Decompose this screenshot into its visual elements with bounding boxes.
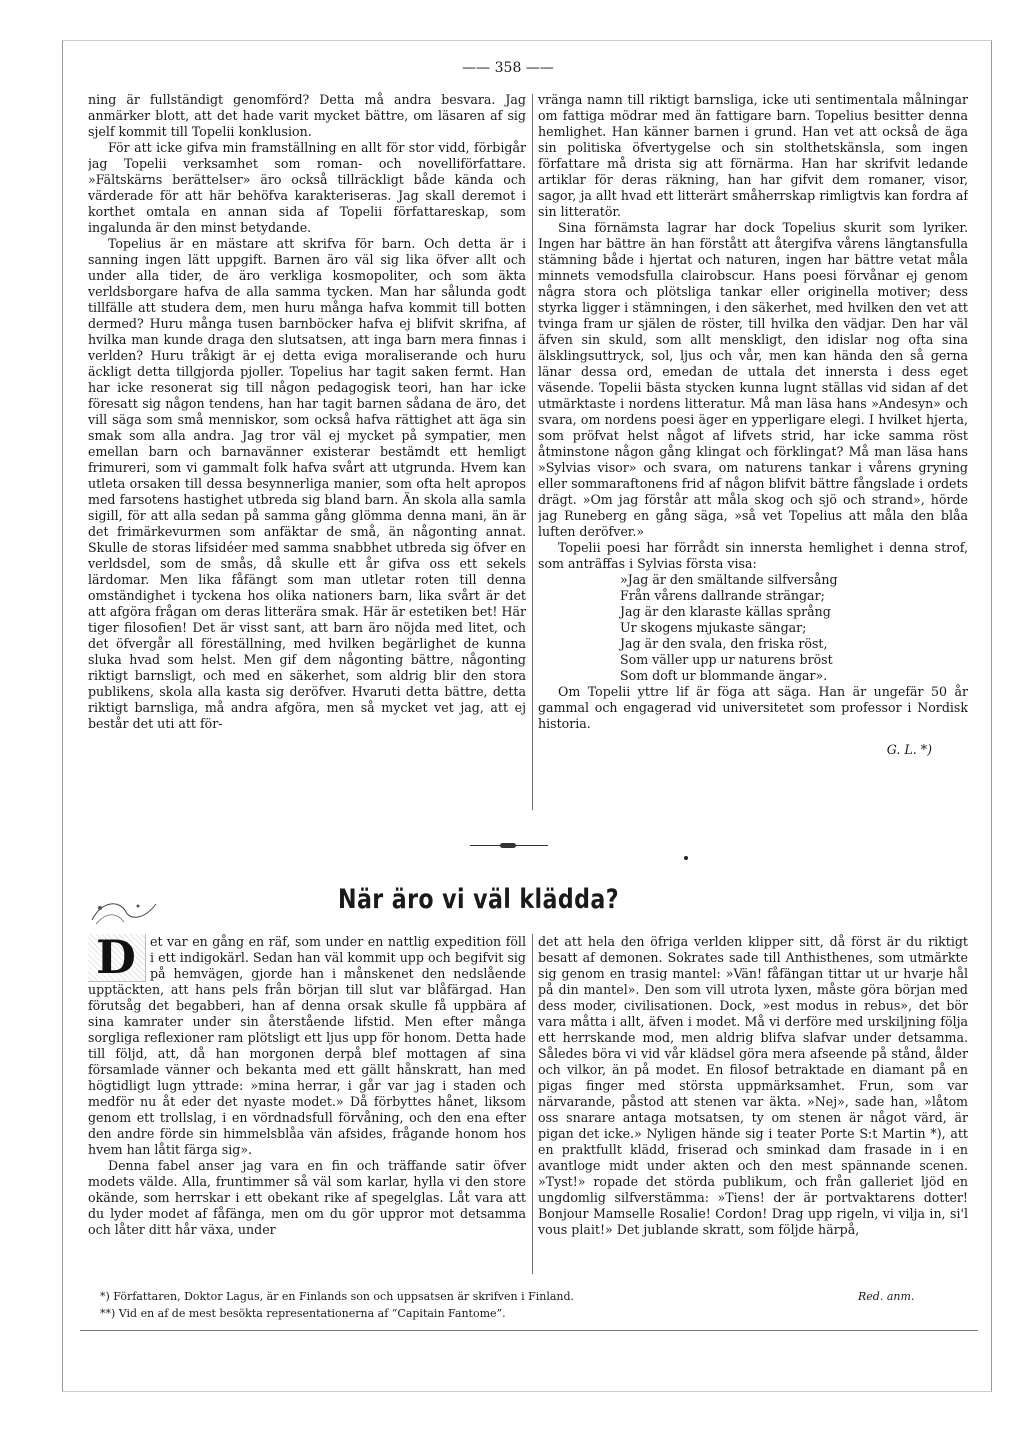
poem [620,572,968,684]
column-divider [532,934,533,1274]
article2-right-column [538,934,968,1276]
paragraph: det att hela den öfriga verlden klipper sitt, då först är du riktigt besatt af demonen. Sokrates sade till Anthisthenes, som utmärkte sig genom en trasig mantel: »Vän! fåfängan tittar ut ur hvarje hål på din mantel». Den som vill utrota lyxen, måste göra början med dess moder, civilisationen. Dock, »est modus in rebus», det bör vara måtta i allt, äfven i modet. Må vi derföre med urskiljning följa ett herrskande mod, men aldrig blifva slafvar under detsamma. Således böra vi vid vår klädsel göra mera afseende på stånd, ålder och vilkor, än på modet. En filosof betraktade en diamant på en pigas finger med största uppmärksamhet. Frun, som var närvarande, påstod att stenen var äkta. »Nej», sade han, »låtom oss snarare antaga motsatsen, ty om stenen är något värd, är pigan det icke.» Nyligen hände sig i teater Porte S:t Martin *), att en praktfullt klädd, friserad och sminkad dam frasade in i en avantloge midt under akten och den mest spännande scenen. »Tyst!» ropade det störda publikum, och från galleriet ljöd en ungdomlig silfverstämma: »Tiens! der är portvaktarens dotter! Bonjour Mamselle Rosalie! Cordon! Drag upp rigeln, vi vilja in, si'l vous plait!» Det jublande skratt, som följde härpå, [538,934,968,1237]
editor-note: Red. anm. [858,1290,915,1303]
poem-line: Som doft ur blommande ängar». [620,668,828,683]
paragraph: vränga namn till riktigt barnsliga, icke uti sentimentala målningar om fattiga mödrar med än fattigare barn. Topelius besitter denna hemlighet. Han känner barnen i grund. Han vet att också de äga sin politiska öfvertygelse och sin stolthetskänsla, som ingen författare må drista sig att förnärma. Han har skrifvit ledande artiklar för deras räkning, han har gifvit dem romaner, visor, sagor, ja allt hvad ett litterärt småherrskap rimligtvis kan fordra af sin litteratör. [538,92,968,219]
decorative-flourish [90,896,160,926]
page-number: —— 358 —— [462,60,554,76]
article1-left-column [88,92,526,820]
column-divider [532,94,533,810]
article2-left-column [88,934,526,1276]
footnote-text: **) Vid en af de mest besökta representationerna af “Capitain Fantome”. [100,1307,506,1320]
article1-right-column [538,92,968,820]
article-title: När äro vi väl klädda? [338,884,620,915]
poem-line: Jag är den svala, den friska röst, [620,636,828,651]
ink-dot [684,856,688,860]
poem-line: Som väller upp ur naturens bröst [620,652,833,667]
poem-line: Jag är den klaraste källas språng [620,604,831,619]
paragraph: ning är fullständigt genomförd? Detta må andra besvara. Jag anmärker blott, att det hade varit mycket bättre, om läsaren af sig sjelf kommit till Topelii konklusion. [88,92,526,139]
footnote-text: *) Författaren, Doktor Lagus, är en Finlands son och uppsatsen är skrifven i Finland. [100,1290,575,1303]
poem-line: Ur skogens mjukaste sängar; [620,620,807,635]
paragraph: Denna fabel anser jag vara en fin och träffande satir öfver modets välde. Alla, fruntimmer så väl som karlar, hylla vi den store okände, som herrskar i ett obekant rike af spegelglas. Låt vara att du lyder modet af fåfänga, men om du gör uppror mot detsamma och låter ditt hår växa, under [88,1158,526,1237]
footnotes [100,1288,960,1322]
paragraph: Sina förnämsta lagrar har dock Topelius skurit som lyriker. Ingen har bättre än han förstått att återgifva vårens längtansfulla stämning både i hjertat och naturen, ingen har bättre vetat måla minnets vemodsfulla clairobscur. Hans poesi förvånar ej genom några stora och plötsliga tankar eller originella motiver; dess styrka ligger i stämningen, i den säkerhet, med hvilken den vet att tvinga fram ur själen de röster, till hvilka den vädjar. Den har väl äfven sin skuld, som allt menskligt, den idislar nog ofta sina älsklingsuttryck, sol, ljus och vår, men kan hända den så gerna länar dessa ord, emedan de uttala det innersta i dess eget väsende. Topelii bästa stycken kunna lugnt ställas vid sidan af det utmärktaste i nordens litteratur. Må man läsa hans »Andesyn» och svara, om nordens poesi äger en ypperligare elegi. I hvilket hjerta, som pröfvat helst något af lifvets strid, har icke samma röst åtminstone någon gång klingat och förklingat? Må man läsa hans »Sylvias visor» och svara, om naturens tankar i vårens gryning eller sommaraftonens frid af någon blifvit bättre fångslade i ordets drägt. »Om jag förstår att måla skog och sjö och strand», hörde jag Runeberg en gång säga, »så vet Topelius att måla den blåa luften deröfver.» [538,220,968,539]
paragraph: Topelii poesi har förrådt sin innersta hemlighet i denna strof, som anträffas i Sylvias första visa: [538,540,968,571]
paragraph: Topelius är en mästare att skrifva för barn. Och detta är i sanning ingen lätt uppgift. Barnen äro väl sig lika öfver allt och under alla tider, de äro verkliga kosmopoliter, och som äkta verldsborgare hafva de alla samma tycken. Man har sålunda godt tillfälle att studera dem, men huru många hafva kommit till botten dermed? Huru många tusen barnböcker hafva ej blifvit skrifna, af hvilka man kunde draga den slutsatsen, att inga barn mera finnas i verlden? Huru tråkigt är ej detta eviga moraliserande och huru äckligt detta tillgjorda pjoller. Topelius har tagit saken fermt. Han har icke resonerat sig till någon pedagogisk teori, han har icke föresatt sig någon tendens, han har tagit barnen sådana de äro, det vill säga som små menniskor, som också hafva rättighet att äga sin smak som alla andra. Jag tror väl ej mycket på sympatier, men emellan barn och barnavänner existerar bestämdt ett hemligt frimureri, som vi gammalt folk hafva svårt att utgrunda. Hvem kan utleta orsaken till dessa besynnerliga manier, som ofta helt apropos med farsotens hastighet utbreda sig bland barn. Än skola alla samla sigill, för att alla sedan på samma gång glömma denna mani, än är det frimärkevurmen som anfäktar de små, än någonting annat. Skulle de storas lifsidéer med samma snabbhet utbreda sig öfver en verldsdel, som de smås, då skulle ett år gifva oss ett sekels lärdomar. Men lika fåfängt som man utletar roten till denna omständighet i tyckena hos olika nationers barn, lika svårt är det att afgöra frågan om deras litterära smak. Här är estetiken bet! Här tiger filosofien! Det är visst sant, att barn äro nöjda med litet, och det öfvergår all föreställning, med hvilken begärlighet de kunna sluka hvad som helst. Men gif dem någonting bättre, någonting riktigt barnsligt, och med en säkerhet, som aldrig blir den stora publikens, skola alla kasta sig deröfver. Hvaruti detta bättre, detta riktigt barnsliga, må andra afgöra, men så mycket vet jag, att ej består det uti att för- [88,236,526,731]
section-ornament [470,845,548,846]
paragraph: Om Topelii yttre lif är föga att säga. Han är ungefär 50 år gammal och engagerad vid universitetet som professor i Nordisk historia. [538,684,968,731]
poem-line: Från vårens dallrande strängar; [620,588,825,603]
footnote [100,1305,960,1322]
drop-cap: D [88,934,146,982]
paragraph: För att icke gifva min framställning en allt för stor vidd, förbigår jag Topelii verksamhet som roman- och novelliförfattare. »Fältskärns berättelser» äro också tillräckligt både kända och värderade för att här behöfva karakteriseras. Jag skall deremot i korthet omtala en annan sida af Topelii författareskap, som ingalunda är den minst betydande. [88,140,526,235]
paragraph [88,934,526,1158]
poem-line: »Jag är den smältande silfversång [620,572,838,587]
bottom-rule [80,1330,978,1331]
footnote [100,1288,960,1305]
author-signature: G. L. *) [886,742,932,757]
paragraph-text: et var en gång en räf, som under en nattlig expedition föll i ett indigokärl. Sedan han väl kommit upp och begifvit sig på hemvägen, gjorde han i månskenet den nedslående upptäckten, att hans pels från början till slut var blåfärgad. Han förutsåg det begabberi, han af denna orsak skulle få uppbära af sina kamrater under sin återstående lifstid. Men efter många sorgliga reflexioner ram plötsligt ett ljus upp för honom. Detta hade till följd, att, då han morgonen derpå blef mottagen af sina församlade vänner och bekanta med ett gällt hånskratt, han med högtidligt lugn yttrade: »mina herrar, i går var jag i staden och medför nu åt eder det nyaste modet.» Då förbyttes hånet, liksom genom ett trollslag, i en vördnadsfull förvåning, och den ena efter den andre förde sin himmelsblåa vän afsides, frågande honom hos hvem han låtit färga sig». [88,934,526,1157]
